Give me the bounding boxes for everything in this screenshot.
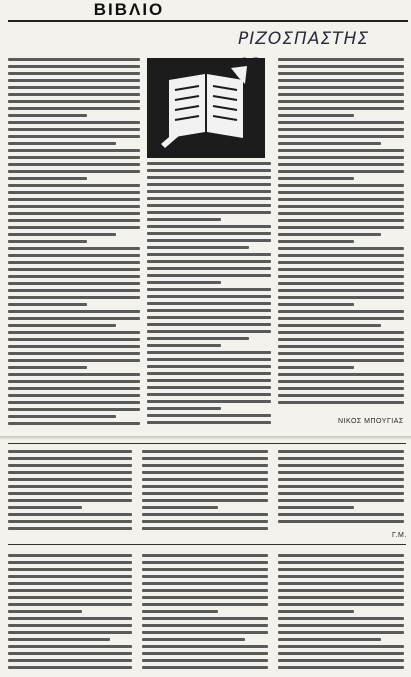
text-line xyxy=(147,176,271,179)
text-line xyxy=(142,499,268,502)
text-line xyxy=(8,561,132,564)
text-line xyxy=(278,184,404,187)
text-line xyxy=(8,478,132,481)
text-line xyxy=(142,506,218,509)
text-line xyxy=(8,338,140,341)
text-line xyxy=(142,457,268,460)
text-line xyxy=(142,652,268,655)
text-line xyxy=(147,316,271,319)
text-line xyxy=(147,407,221,410)
text-line xyxy=(142,513,268,516)
text-line xyxy=(278,198,404,201)
text-line xyxy=(278,554,404,557)
text-line xyxy=(8,401,140,404)
author-signature: ΝΙΚΟΣ ΜΠΟΥΓΙΑΣ xyxy=(338,418,404,425)
text-line xyxy=(8,226,140,229)
text-line xyxy=(142,561,268,564)
text-line xyxy=(8,212,140,215)
text-line xyxy=(142,617,268,620)
text-line xyxy=(278,624,404,627)
text-line xyxy=(278,610,354,613)
text-line xyxy=(147,197,271,200)
text-line xyxy=(147,330,271,333)
upper-column-2 xyxy=(147,162,271,430)
text-line xyxy=(278,121,404,124)
text-line xyxy=(8,568,132,571)
text-line xyxy=(278,324,381,327)
text-line xyxy=(8,121,140,124)
text-line xyxy=(8,198,140,201)
text-line xyxy=(8,610,82,613)
text-line xyxy=(278,338,404,341)
text-line xyxy=(278,492,404,495)
text-line xyxy=(278,450,404,453)
text-line xyxy=(8,219,140,222)
open-book-icon xyxy=(147,58,265,158)
text-line xyxy=(8,142,116,145)
text-line xyxy=(8,359,140,362)
text-line xyxy=(147,344,221,347)
text-line xyxy=(278,86,404,89)
text-line xyxy=(8,317,140,320)
section-rule xyxy=(8,443,406,444)
masthead xyxy=(8,0,408,22)
text-line xyxy=(8,352,140,355)
text-line xyxy=(147,386,271,389)
text-line xyxy=(8,163,140,166)
text-line xyxy=(278,219,404,222)
text-line xyxy=(8,177,87,180)
text-line xyxy=(142,575,268,578)
text-line xyxy=(278,303,354,306)
text-line xyxy=(8,149,140,152)
text-line xyxy=(147,421,271,424)
section-title: ΒΙΒΛΙΟ xyxy=(93,0,165,19)
text-line xyxy=(278,212,404,215)
text-line xyxy=(278,589,404,592)
text-line xyxy=(278,233,381,236)
text-line xyxy=(8,191,140,194)
text-line xyxy=(278,373,404,376)
text-line xyxy=(8,387,140,390)
text-line xyxy=(8,520,132,523)
text-line xyxy=(142,596,268,599)
text-line xyxy=(8,324,116,327)
text-line xyxy=(278,457,404,460)
text-line xyxy=(278,513,404,516)
text-line xyxy=(278,226,404,229)
text-line xyxy=(278,645,404,648)
text-line xyxy=(8,645,132,648)
bottom-column-2 xyxy=(142,554,268,674)
text-line xyxy=(278,575,404,578)
upper-column-1 xyxy=(8,58,140,430)
text-line xyxy=(8,310,140,313)
text-line xyxy=(8,457,132,460)
text-line xyxy=(278,387,404,390)
text-line xyxy=(278,520,404,523)
text-line xyxy=(147,246,249,249)
text-line xyxy=(278,128,404,131)
text-line xyxy=(8,114,87,117)
text-line xyxy=(142,485,268,488)
text-line xyxy=(142,554,268,557)
text-line xyxy=(8,156,140,159)
masthead-rule xyxy=(8,20,408,22)
lower-column-2 xyxy=(142,450,268,536)
text-line xyxy=(278,107,404,110)
text-line xyxy=(278,380,404,383)
text-line xyxy=(8,596,132,599)
text-line xyxy=(278,464,404,467)
text-line xyxy=(142,471,268,474)
text-line xyxy=(278,652,404,655)
lower-column-3 xyxy=(278,450,404,530)
page-fold xyxy=(0,436,411,440)
text-line xyxy=(278,282,404,285)
text-line xyxy=(8,303,87,306)
text-line xyxy=(8,275,140,278)
text-line xyxy=(8,589,132,592)
text-line xyxy=(278,582,404,585)
text-line xyxy=(8,575,132,578)
text-line xyxy=(278,506,354,509)
text-line xyxy=(142,520,268,523)
text-line xyxy=(8,65,140,68)
text-line xyxy=(147,183,271,186)
text-line xyxy=(142,464,268,467)
text-line xyxy=(278,254,404,257)
text-line xyxy=(8,205,140,208)
text-line xyxy=(147,302,271,305)
text-line xyxy=(147,225,271,228)
text-line xyxy=(142,624,268,627)
text-line xyxy=(8,652,132,655)
text-line xyxy=(142,603,268,606)
text-line xyxy=(8,527,132,530)
text-line xyxy=(278,561,404,564)
text-line xyxy=(278,177,354,180)
text-line xyxy=(8,492,132,495)
text-line xyxy=(142,659,268,662)
text-line xyxy=(8,233,116,236)
text-line xyxy=(8,638,110,641)
text-line xyxy=(8,170,140,173)
lower-column-1 xyxy=(8,450,132,536)
text-line xyxy=(278,58,404,61)
text-line xyxy=(147,232,271,235)
text-line xyxy=(278,485,404,488)
text-line xyxy=(278,65,404,68)
text-line xyxy=(8,554,132,557)
text-line xyxy=(142,450,268,453)
text-line xyxy=(278,156,404,159)
text-line xyxy=(278,79,404,82)
text-line xyxy=(142,589,268,592)
text-line xyxy=(142,631,268,634)
text-line xyxy=(147,281,221,284)
text-line xyxy=(278,352,404,355)
text-line xyxy=(147,169,271,172)
text-line xyxy=(278,317,404,320)
upper-column-3 xyxy=(278,58,404,410)
text-line xyxy=(278,72,404,75)
text-line xyxy=(8,268,140,271)
text-line xyxy=(8,373,140,376)
text-line xyxy=(8,408,140,411)
text-line xyxy=(278,100,404,103)
text-line xyxy=(8,582,132,585)
text-line xyxy=(8,282,140,285)
text-line xyxy=(278,240,354,243)
text-line xyxy=(142,568,268,571)
text-line xyxy=(278,149,404,152)
text-line xyxy=(8,499,132,502)
text-line xyxy=(278,268,404,271)
text-line xyxy=(8,506,82,509)
text-line xyxy=(8,93,140,96)
text-line xyxy=(278,359,404,362)
bottom-column-3 xyxy=(278,554,404,674)
text-line xyxy=(8,422,140,425)
text-line xyxy=(142,610,218,613)
text-line xyxy=(278,191,404,194)
text-line xyxy=(142,638,245,641)
text-line xyxy=(147,372,271,375)
text-line xyxy=(8,58,140,61)
text-line xyxy=(8,100,140,103)
text-line xyxy=(278,142,381,145)
text-line xyxy=(278,114,354,117)
text-line xyxy=(278,666,404,669)
text-line xyxy=(8,603,132,606)
text-line xyxy=(147,379,271,382)
text-line xyxy=(8,72,140,75)
text-line xyxy=(147,260,271,263)
text-line xyxy=(278,568,404,571)
text-line xyxy=(147,323,271,326)
text-line xyxy=(8,79,140,82)
text-line xyxy=(278,275,404,278)
text-line xyxy=(142,527,268,530)
text-line xyxy=(278,659,404,662)
text-line xyxy=(278,478,404,481)
text-line xyxy=(147,365,271,368)
text-line xyxy=(278,296,404,299)
text-line xyxy=(142,582,268,585)
text-line xyxy=(147,218,221,221)
text-line xyxy=(8,471,132,474)
text-line xyxy=(278,289,404,292)
text-line xyxy=(8,247,140,250)
text-line xyxy=(8,394,140,397)
text-line xyxy=(8,128,140,131)
text-line xyxy=(8,366,87,369)
text-line xyxy=(278,603,404,606)
text-line xyxy=(8,659,132,662)
text-line xyxy=(147,351,271,354)
bottom-column-1 xyxy=(8,554,132,674)
text-line xyxy=(278,247,404,250)
text-line xyxy=(8,380,140,383)
text-line xyxy=(8,184,140,187)
text-line xyxy=(147,239,271,242)
text-line xyxy=(278,170,404,173)
text-line xyxy=(147,358,271,361)
text-line xyxy=(278,401,404,404)
text-line xyxy=(278,163,404,166)
text-line xyxy=(142,645,268,648)
text-line xyxy=(147,267,271,270)
text-line xyxy=(8,289,140,292)
text-line xyxy=(8,485,132,488)
text-line xyxy=(142,492,268,495)
text-line xyxy=(147,253,271,256)
text-line xyxy=(8,296,140,299)
text-line xyxy=(147,337,249,340)
initials-signature: Γ.Μ. xyxy=(392,532,407,539)
text-line xyxy=(8,513,132,516)
text-line xyxy=(8,86,140,89)
text-line xyxy=(147,190,271,193)
text-line xyxy=(8,666,132,669)
text-line xyxy=(8,631,132,634)
text-line xyxy=(8,617,132,620)
text-line xyxy=(147,393,271,396)
text-line xyxy=(147,295,271,298)
text-line xyxy=(142,666,268,669)
text-line xyxy=(147,400,271,403)
text-line xyxy=(147,414,271,417)
text-line xyxy=(278,310,404,313)
text-line xyxy=(278,261,404,264)
text-line xyxy=(8,240,87,243)
text-line xyxy=(8,107,140,110)
text-line xyxy=(142,478,268,481)
text-line xyxy=(8,415,116,418)
text-line xyxy=(278,638,381,641)
text-line xyxy=(147,288,271,291)
bottom-rule xyxy=(8,544,406,545)
handwritten-note: ΡΙΖΟΣΠΑΣΤΗΣ xyxy=(238,29,370,49)
text-line xyxy=(147,162,271,165)
text-line xyxy=(8,254,140,257)
text-line xyxy=(278,596,404,599)
text-line xyxy=(278,345,404,348)
text-line xyxy=(278,631,404,634)
text-line xyxy=(278,617,404,620)
text-line xyxy=(278,135,404,138)
text-line xyxy=(8,450,132,453)
text-line xyxy=(278,93,404,96)
text-line xyxy=(147,204,271,207)
text-line xyxy=(147,211,271,214)
text-line xyxy=(8,624,132,627)
text-line xyxy=(278,471,404,474)
text-line xyxy=(147,274,271,277)
text-line xyxy=(8,345,140,348)
book-illustration xyxy=(147,58,265,158)
text-line xyxy=(278,331,404,334)
text-line xyxy=(8,331,140,334)
text-line xyxy=(278,366,354,369)
text-line xyxy=(8,135,140,138)
text-line xyxy=(147,309,271,312)
text-line xyxy=(8,464,132,467)
text-line xyxy=(278,205,404,208)
text-line xyxy=(278,394,404,397)
text-line xyxy=(8,261,140,264)
text-line xyxy=(278,499,404,502)
